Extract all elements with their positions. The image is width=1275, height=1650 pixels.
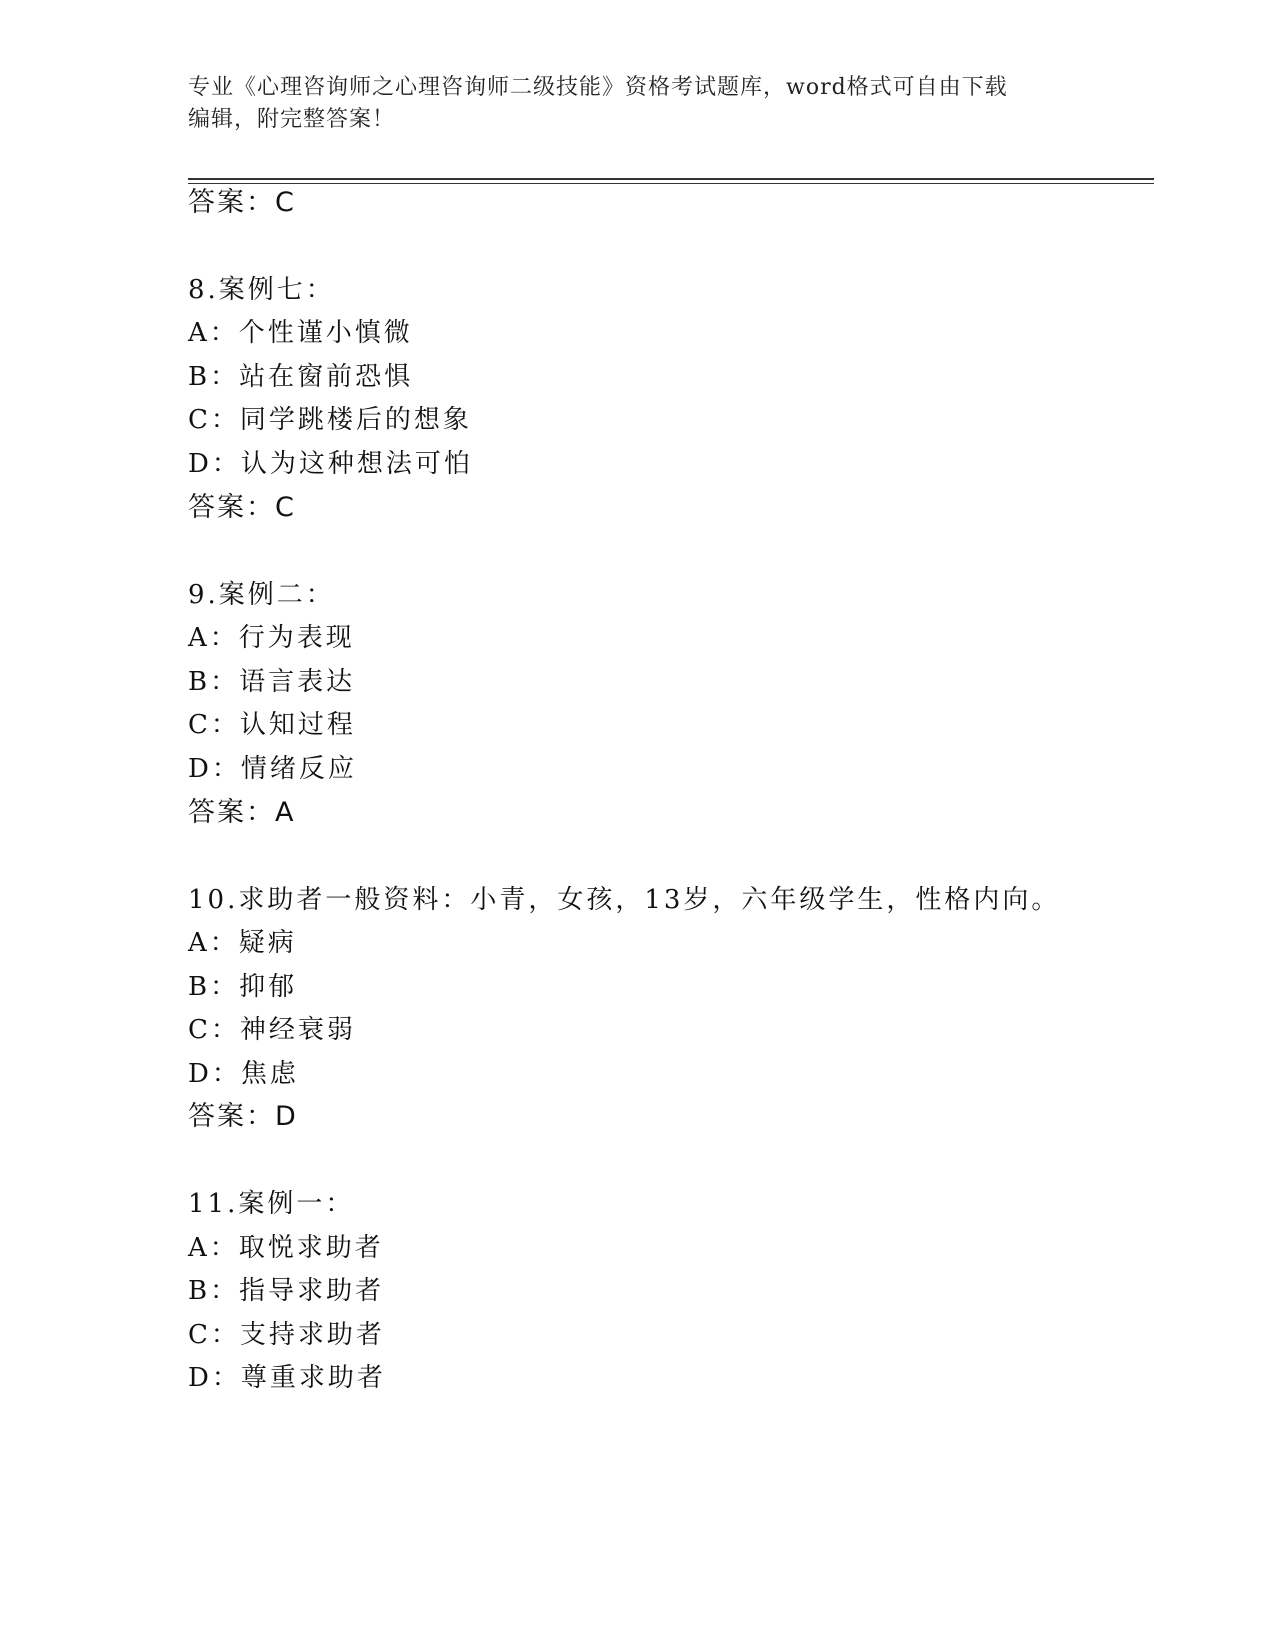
header-line-1: 专业《心理咨询师之心理咨询师二级技能》资格考试题库，word格式可自由下载 [188,75,1008,100]
question-8-option-a: A：个性谨小慎微 [188,318,413,348]
header-rule-thick [188,178,1154,180]
question-11-option-d: D：尊重求助者 [188,1363,386,1393]
question-8-option-c: C：同学跳楼后的想象 [188,405,472,435]
answer-10: 答案：D [188,1101,298,1132]
question-9-option-c: C：认知过程 [188,710,356,740]
question-10-title: 10.求助者一般资料：小青，女孩，13岁，六年级学生，性格内向。 [188,885,1061,915]
question-8-title: 8.案例七： [188,275,335,305]
answer-9: 答案：A [188,797,296,828]
question-11-option-c: C：支持求助者 [188,1320,385,1350]
document-header [188,72,1068,136]
question-9-title: 9.案例二： [188,580,335,610]
header-line-2: 编辑，附完整答案！ [188,107,396,132]
answer-8: 答案：C [188,492,296,523]
question-8-option-b: B：站在窗前恐惧 [188,362,414,392]
question-10-option-b: B：抑郁 [188,972,298,1002]
question-10-option-d: D：焦虑 [188,1059,299,1089]
question-11-option-a: A：取悦求助者 [188,1233,384,1263]
question-10-option-c: C：神经衰弱 [188,1015,356,1045]
question-9-option-a: A：行为表现 [188,623,355,653]
question-11-option-b: B：指导求助者 [188,1276,385,1306]
header-rule-thin [188,183,1154,184]
question-9-option-d: D：情绪反应 [188,754,357,784]
question-9-option-b: B：语言表达 [188,667,356,697]
answer-7: 答案：C [188,187,296,218]
question-8-option-d: D：认为这种想法可怕 [188,449,473,479]
question-10-option-a: A：疑病 [188,928,297,958]
question-11-title: 11.案例一： [188,1189,355,1219]
